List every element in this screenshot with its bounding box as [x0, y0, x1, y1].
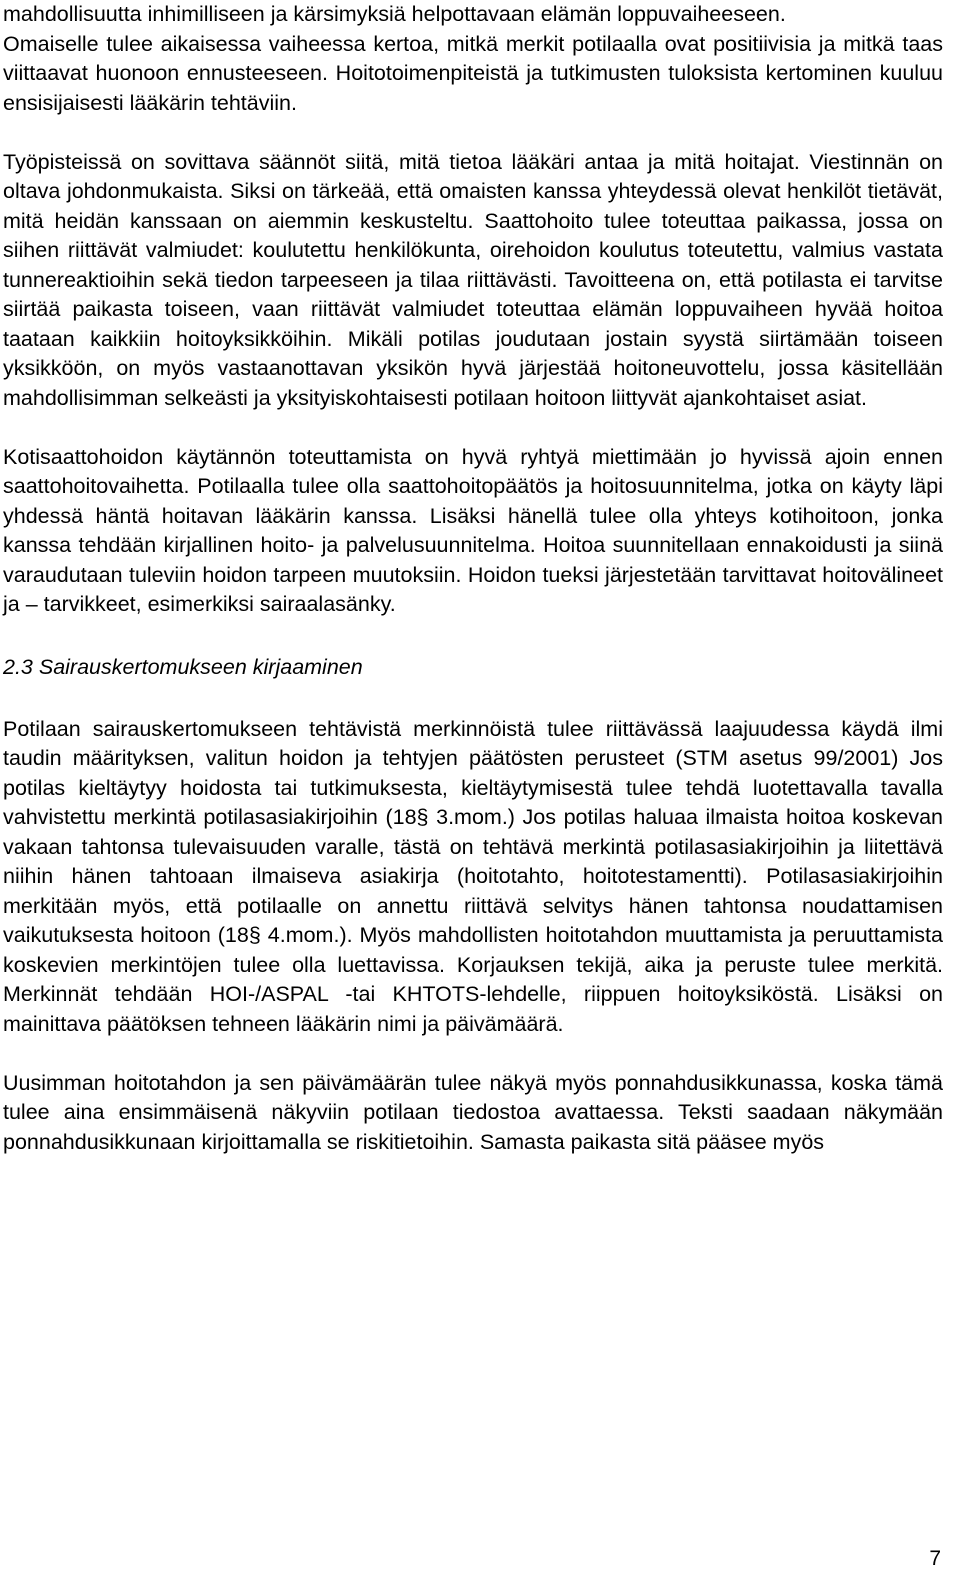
paragraph-popup: Uusimman hoitotahdon ja sen päivämäärän tulee näkyä myös ponnahdusikkunassa, koska tämä tulee aina ensimmäisenä näkyviin potilaan tiedostoa avattaessa. Teksti saadaan näkymään ponnahdusikkunaan kirjoittamalla se riskitietoihin. Samasta paikasta sitä pääsee myös	[3, 1070, 943, 1154]
document-page	[3, 0, 943, 1187]
page-number: 7	[929, 1547, 941, 1570]
paragraph-workplaces: Työpisteissä on sovittava säännöt siitä, mitä tietoa lääkäri antaa ja mitä hoitajat. Viestinnän on oltava johdonmukaista. Siksi on tärkeää, että omaisten kanssa yhteydessä olevat henkilöt tietävät, mitä heidän kanssaan on aiemmin keskusteltu. Saattohoito tulee toteuttaa paikassa, jossa on siihen riittävät valmiudet: koulutettu henkilökunta, oirehoidon koulutus toteutettu, valmius vastata tunnereaktioihin sekä tiedon tarpeeseen ja tilaa riittävästi. Tavoitteena on, että potilasta ei tarvitse siirtää paikasta toiseen, vaan riittävät valmiudet toteuttaa elämän loppuvaiheen hyvää hoitoa taataan kaikkiin hoitoyksikköihin. Mikäli potilas joudutaan jostain syystä siirtämään toiseen yksikköön, on myös vastaanottavan yksikön hyvä järjestää hoitoneuvottelu, jossa käsitellään mahdollisimman selkeästi ja yksityiskohtaisesti potilaan hoitoon liittyvät ajankohtaiset asiat.	[3, 149, 943, 410]
paragraph-home-care: Kotisaattohoidon käytännön toteuttamista on hyvä ryhtyä miettimään jo hyvissä ajoin ennen saattohoitovaihetta. Potilaalla tulee olla saattohoitopäätös ja hoitosuunnitelma, jotka on käyty läpi yhdessä häntä hoitavan lääkärin kanssa. Lisäksi hänellä tulee olla yhteys kotihoitoon, jonka kanssa tehdään kirjallinen hoito- ja palvelusuunnitelma. Hoitoa suunnitellaan ennakoidusti ja siinä varaudutaan tuleviin hoidon tarpeen muutoksiin. Hoidon tueksi järjestetään tarvittavat hoitovälineet ja – tarvikkeet, esimerkiksi sairaalasänky.	[3, 444, 943, 616]
paragraph-intro: mahdollisuutta inhimilliseen ja kärsimyksiä helpottavaan elämän loppuvaiheeseen.	[3, 2, 786, 26]
paragraph-relatives: Omaiselle tulee aikaisessa vaiheessa kertoa, mitkä merkit potilaalla ovat positiivisia ja mitkä taas viittaavat huonoon ennusteeseen. Hoitotoimenpiteistä ja tutkimusten tuloksista kertominen kuuluu ensisijaisesti lääkärin tehtäviin.	[3, 31, 943, 115]
section-heading: 2.3 Sairauskertomukseen kirjaaminen	[3, 655, 363, 679]
paragraph-records: Potilaan sairauskertomukseen tehtävistä merkinnöistä tulee riittävässä laajuudessa käydä ilmi taudin määrityksen, valitun hoidon ja tehtyjen päätösten perusteet (STM asetus 99/2001) Jos potilas kieltäytyy hoidosta tai tutkimuksesta, kieltäytymisestä tulee tehdä luotettavalla tavalla vahvistettu merkintä potilasasiakirjoihin (18§ 3.mom.) Jos potilas haluaa ilmaista hoitoa koskevan vakaan tahtonsa tulevaisuuden varalle, tästä on tehtävä merkintä potilasasiakirjoihin ja liitettävä niihin hänen tahtoaan ilmaiseva asiakirja (hoitotahto, hoitotestamentti). Potilasasiakirjoihin merkitään myös, että potilaalle on annettu riittävä selvitys hänen tahtonsa noudattamisen vaikutuksesta hoitoon (18§ 4.mom.). Myös mahdollisten hoitotahdon muuttamista ja peruuttamista koskevien merkintöjen tulee olla luettavissa. Korjauksen tekijä, aika ja peruste tulee merkitä. Merkinnät tehdään HOI-/ASPAL -tai KHTOTS-lehdelle, riippuen hoitoyksiköstä. Lisäksi on mainittava päätöksen tehneen lääkärin nimi ja päivämäärä.	[3, 716, 943, 1036]
